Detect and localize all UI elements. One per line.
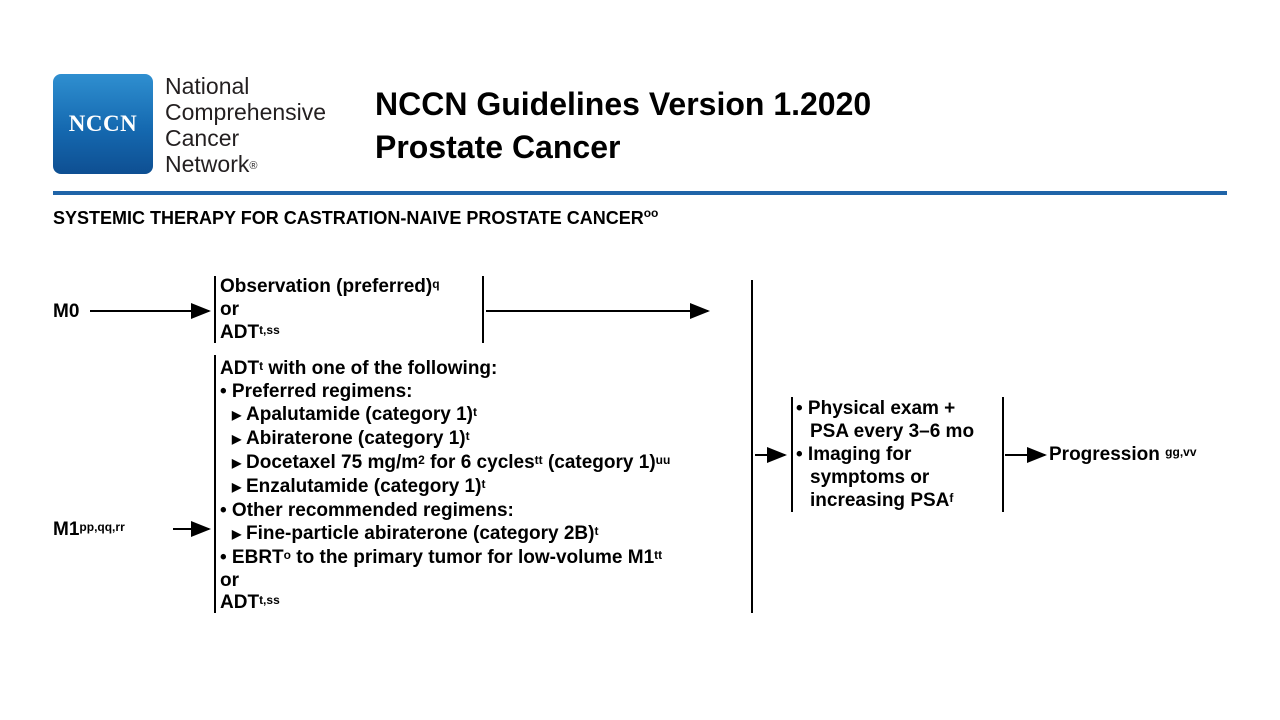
- observation-footnote: q: [432, 277, 440, 291]
- m1-adt-alone-footnote: t,ss: [259, 593, 280, 607]
- m1-adt-alone-text: ADT: [220, 592, 260, 613]
- docetaxel-footnote-uu: uu: [655, 453, 671, 467]
- docetaxel-superscript-2: 2: [418, 453, 425, 467]
- observation-option: [220, 275, 440, 298]
- regimen-docetaxel: [220, 451, 670, 475]
- title-line-2: Prostate Cancer: [375, 129, 621, 165]
- m0-adt-footnote: t,ss: [259, 323, 280, 337]
- m1-label-footnote: pp,qq,rr: [79, 520, 125, 534]
- progression-text: Progression: [1049, 444, 1166, 465]
- observation-text: Observation (preferred): [220, 276, 433, 297]
- regimen-text: Abiraterone (category 1): [246, 428, 466, 449]
- m1-adt-text: ADT: [220, 358, 260, 379]
- org-name-line-2: Comprehensive: [165, 99, 327, 125]
- m1-label-text: M1: [53, 519, 80, 540]
- section-title-text: SYSTEMIC THERAPY FOR CASTRATION-NAIVE PROSTATE CANCER: [53, 208, 644, 228]
- section-title-footnote: oo: [643, 206, 659, 220]
- triangle-bullet-icon: ▶: [232, 527, 242, 541]
- followup-line-5-text: increasing PSA: [810, 490, 950, 511]
- m1-options: [220, 357, 670, 592]
- followup-line-5: [796, 489, 974, 512]
- docetaxel-footnote-tt: tt: [534, 453, 543, 467]
- triangle-bullet-icon: ▶: [232, 480, 242, 494]
- followup-line-3: • Imaging for: [796, 444, 912, 465]
- logo-text: NCCN: [68, 111, 138, 136]
- ebrt-text: • EBRT: [220, 547, 284, 568]
- triangle-bullet-icon: ▶: [232, 432, 242, 446]
- org-name-line-1: National: [165, 73, 250, 99]
- ebrt-footnote-o: o: [283, 548, 291, 562]
- org-name-network: Network: [165, 151, 250, 177]
- followup-line-1: • Physical exam +: [796, 398, 956, 419]
- m0-label: M0: [53, 301, 80, 322]
- followup-box: [796, 397, 974, 512]
- regimen-text: Apalutamide (category 1): [246, 404, 473, 425]
- regimen-footnote: t: [473, 405, 477, 419]
- m0-adt-option: [220, 321, 440, 344]
- regimen-footnote: t: [465, 429, 470, 443]
- org-name-line-3: Cancer: [165, 125, 240, 151]
- m1-adt-suffix: with one of the following:: [263, 358, 498, 379]
- regimen-apalutamide: [220, 403, 670, 427]
- docetaxel-text-c: (category 1): [542, 452, 656, 473]
- registered-mark: ®: [249, 160, 258, 172]
- regimen-footnote: t: [594, 524, 599, 538]
- ebrt-option: [220, 546, 670, 569]
- progression-footnote: gg,vv: [1165, 445, 1197, 459]
- regimen-fine-particle-abiraterone: [220, 522, 670, 546]
- ebrt-text-mid: to the primary tumor for low-volume M1: [291, 547, 655, 568]
- progression-outcome: [1049, 443, 1197, 466]
- regimen-footnote: t: [481, 477, 486, 491]
- docetaxel-text-a: Docetaxel 75 mg/m: [246, 452, 419, 473]
- regimen-text: Fine-particle abiraterone (category 2B): [246, 523, 595, 544]
- regimen-text: Enzalutamide (category 1): [246, 476, 482, 497]
- m0-or: or: [220, 299, 239, 320]
- followup-line-4: symptoms or: [810, 467, 930, 488]
- triangle-bullet-icon: ▶: [232, 408, 242, 422]
- other-heading: • Other recommended regimens:: [220, 500, 514, 521]
- m1-adt-heading: [220, 357, 670, 380]
- regimen-abiraterone: [220, 427, 670, 451]
- m1-or: or: [220, 570, 239, 591]
- m1-adt-footnote: t: [259, 359, 264, 373]
- followup-line-2: PSA every 3–6 mo: [810, 421, 975, 442]
- triangle-bullet-icon: ▶: [232, 456, 242, 470]
- m1-label: [53, 518, 125, 541]
- m0-options: [220, 275, 440, 344]
- ebrt-footnote-tt: tt: [654, 548, 663, 562]
- m1-adt-alone: [220, 591, 280, 614]
- docetaxel-text-b: for 6 cycles: [424, 452, 535, 473]
- m0-adt-text: ADT: [220, 322, 260, 343]
- regimen-enzalutamide: [220, 475, 670, 499]
- title-line-1: NCCN Guidelines Version 1.2020: [375, 86, 872, 122]
- preferred-heading: • Preferred regimens:: [220, 381, 413, 402]
- followup-footnote: f: [949, 491, 954, 505]
